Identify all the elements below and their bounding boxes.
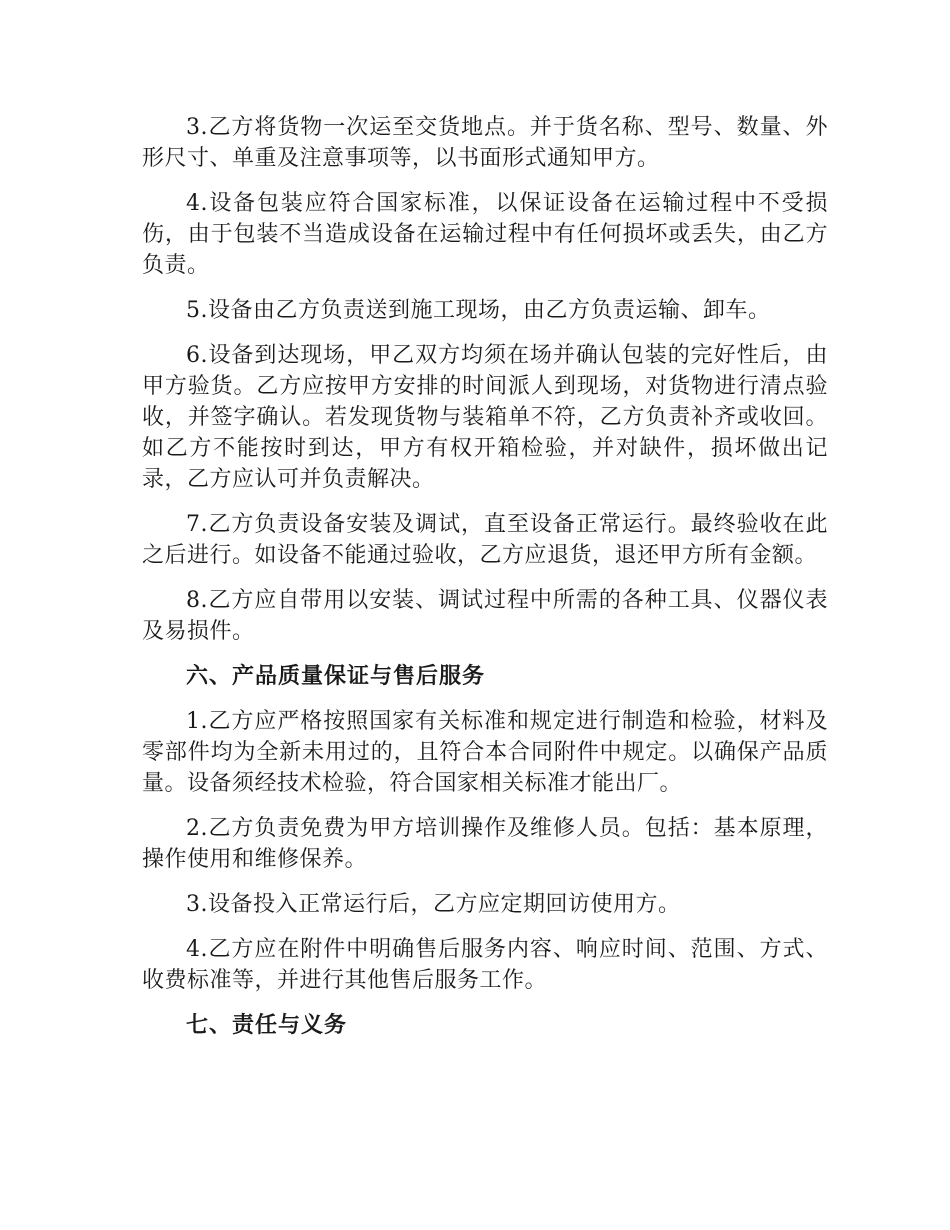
clause-5-4: 4.设备包装应符合国家标准，以保证设备在运输过程中不受损伤，由于包装不当造成设备在运输过程中有任何损坏或丢失，由乙方负责。 <box>142 191 828 278</box>
clause-6-1: 1.乙方应严格按照国家有关标准和规定进行制造和检验，材料及零部件均为全新未用过的，且符合本合同附件中规定。以确保产品质量。设备须经技术检验，符合国家相关标准才能出厂。 <box>142 709 828 796</box>
clause-6-3: 3.设备投入正常运行后，乙方应定期回访使用方。 <box>186 892 681 917</box>
section-heading-7: 七、责任与义务 <box>186 1013 348 1038</box>
clause-6-4: 4.乙方应在附件中明确售后服务内容、响应时间、范围、方式、收费标准等，并进行其他售后服务工作。 <box>142 937 828 993</box>
clause-5-6: 6.设备到达现场，甲乙双方均须在场并确认包装的完好性后，由甲方验货。乙方应按甲方安排的时间派人到现场，对货物进行清点验收，并签字确认。若发现货物与装箱单不符，乙方负责补齐或收回。如乙方不能按时到达，甲方有权开箱检验，并对缺件，损坏做出记录，乙方应认可并负责解决。 <box>142 343 828 492</box>
clause-5-5: 5.设备由乙方负责送到施工现场，由乙方负责运输、卸车。 <box>186 298 771 323</box>
section-heading-6: 六、产品质量保证与售后服务 <box>186 664 486 689</box>
clause-5-7: 7.乙方负责设备安装及调试，直至设备正常运行。最终验收在此之后进行。如设备不能通过验收，乙方应退货，退还甲方所有金额。 <box>142 512 828 568</box>
clause-6-2: 2.乙方负责免费为甲方培训操作及维修人员。包括：基本原理，操作使用和维修保养。 <box>142 816 828 872</box>
document-page <box>142 112 828 1055</box>
clause-5-8: 8.乙方应自带用以安装、调试过程中所需的各种工具、仪器仪表及易损件。 <box>142 588 828 644</box>
clause-5-3: 3.乙方将货物一次运至交货地点。并于货名称、型号、数量、外形尺寸、单重及注意事项等，以书面形式通知甲方。 <box>142 115 828 171</box>
